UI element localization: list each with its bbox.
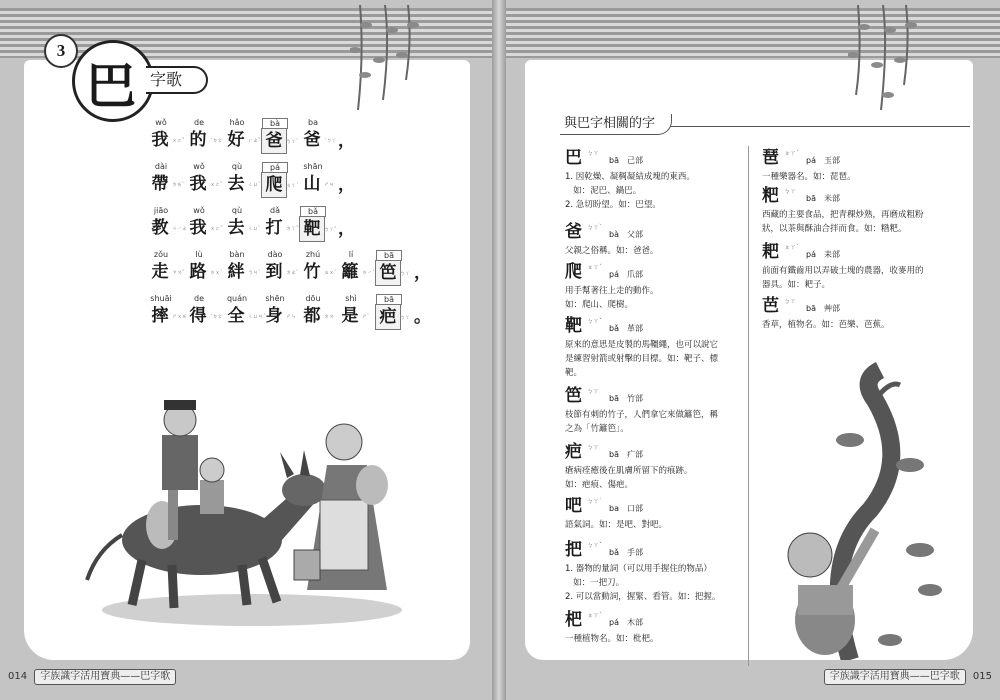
hanzi: 走 <box>151 262 169 282</box>
hanzi: 籬 <box>341 262 359 282</box>
zhuyin: ˙ㄉㄜ <box>210 313 223 320</box>
poem-char <box>224 250 262 284</box>
dictionary-entry <box>565 222 659 258</box>
pinyin: bā <box>376 294 402 305</box>
poem-char <box>338 294 376 328</box>
entry-definition: 枝節有刺的竹子，人們拿它來做籬笆，稱 之為「竹籬笆」。 <box>565 410 719 434</box>
hanzi: 我 <box>151 130 169 150</box>
poem-punctuation: ， <box>338 219 355 239</box>
pinyin: de <box>194 294 204 303</box>
entry-pinyin: bǎ <box>609 548 619 557</box>
entry-char: 疤 <box>565 442 582 462</box>
entry-pinyin: ba <box>609 504 619 513</box>
entry-radical: 手部 <box>627 548 643 557</box>
pinyin: bàn <box>229 250 245 259</box>
hanzi: 爸 <box>303 130 321 150</box>
zhuyin: ㄓㄨˊ <box>324 269 337 276</box>
zhuyin: ㄨㄛˇ <box>210 225 223 232</box>
entry-radical: 革部 <box>627 324 643 333</box>
entry-heading <box>762 186 924 208</box>
poem-char <box>186 162 224 196</box>
entry-definition: 父親之俗稱。如：爸爸。 <box>565 246 659 256</box>
poem-char <box>224 118 262 152</box>
entry-definition: 用手幫著往上走的動作。 如：爬山、爬樹。 <box>565 286 659 310</box>
entry-definition: 原來的意思是皮製的馬韁繩，也可以說它 是練習射箭或射擊的目標。如：靶子、標 靶。 <box>565 340 719 378</box>
hanzi: 靶 <box>300 217 324 241</box>
book-title-right: 字族識字活用寶典——巴字歌 <box>824 669 966 685</box>
entry-pinyin: bā <box>609 394 619 403</box>
entry-heading <box>565 316 718 338</box>
entry-radical: 父部 <box>627 230 643 239</box>
hanzi: 是 <box>341 306 359 326</box>
dictionary-entry <box>762 242 924 292</box>
entry-char: 巴 <box>565 148 582 168</box>
pinyin: lí <box>348 250 354 259</box>
dictionary-entry <box>565 496 667 532</box>
pinyin: shān <box>303 162 323 171</box>
zhuyin: ㄆㄚˊ <box>286 182 299 189</box>
entry-definition: 一種植物名。如：枇杷。 <box>565 634 659 644</box>
entry-heading <box>565 442 693 464</box>
pinyin: shēn <box>265 294 285 303</box>
pinyin: zǒu <box>153 250 169 259</box>
entry-definition: 1. 因乾燥、凝稠凝結成塊的東西。 如：泥巴、鍋巴。 2. 急切盼望。如：巴望。 <box>565 172 695 210</box>
entry-radical: 耒部 <box>824 250 840 259</box>
poem-char <box>186 118 224 152</box>
entry-heading <box>565 540 720 562</box>
poem-line <box>148 250 431 294</box>
book-title-left: 字族識字活用寶典——巴字歌 <box>34 669 176 685</box>
poem-char-highlighted <box>262 118 300 153</box>
entry-radical: 口部 <box>627 504 643 513</box>
section-rule <box>670 126 970 127</box>
entry-radical: 己部 <box>627 156 643 165</box>
column-divider <box>748 146 749 666</box>
pinyin: ba <box>308 118 318 127</box>
zhuyin: ㄅㄚˇ <box>324 226 337 233</box>
entry-pinyin: pá <box>609 618 619 627</box>
entry-heading <box>565 222 659 244</box>
poem-line <box>148 162 431 206</box>
entry-definition: 瘡病痊癒後在肌膚所留下的痕跡。 如：疤痕、傷疤。 <box>565 466 693 490</box>
pinyin: pá <box>262 162 288 173</box>
entry-heading <box>565 496 667 518</box>
poem-char-highlighted <box>262 162 300 197</box>
vine-decoration-right <box>848 5 918 115</box>
pinyin: shì <box>345 294 357 303</box>
poem-line <box>148 206 431 250</box>
hanzi: 竹 <box>303 262 321 282</box>
entry-char: 粑 <box>762 186 779 206</box>
poem-char <box>300 162 338 196</box>
hanzi: 我 <box>189 218 207 238</box>
poem-char <box>300 250 338 284</box>
pinyin: lù <box>195 250 203 259</box>
hanzi: 身 <box>265 306 283 326</box>
pinyin: wǒ <box>155 118 167 127</box>
poem-char <box>300 118 338 152</box>
pinyin: qù <box>231 162 243 171</box>
entry-zhuyin: ㄅㄚ <box>587 388 600 395</box>
hanzi: 摔 <box>151 306 169 326</box>
zhuyin: ˙ㄉㄜ <box>210 137 223 144</box>
zhuyin: ㄌㄧˊ <box>362 269 375 276</box>
entry-definition: 語氣詞。如：是吧、對吧。 <box>565 520 668 530</box>
hanzi: 帶 <box>151 174 169 194</box>
entry-char: 吧 <box>565 496 582 516</box>
zhuyin: ㄕㄨㄞ <box>172 313 188 320</box>
entry-heading <box>565 386 718 408</box>
hanzi: 爬 <box>262 173 286 197</box>
zhuyin: ㄨㄛˇ <box>172 137 185 144</box>
entry-definition: 一種樂器名。如：琵琶。 <box>762 172 856 182</box>
zhuyin: ㄑㄩˋ <box>248 225 261 232</box>
poem-char-highlighted <box>300 206 338 241</box>
pinyin: bà <box>262 118 288 129</box>
dictionary-entry <box>762 186 924 236</box>
hanzi: 都 <box>303 306 321 326</box>
dictionary-entry <box>565 316 718 380</box>
footer-left <box>4 668 176 686</box>
zhuyin: ㄅㄢˋ <box>248 269 261 276</box>
entry-heading <box>565 610 659 632</box>
zhuyin: ㄌㄨˋ <box>210 269 223 276</box>
entry-definition: 香草，植物名。如：芭樂、芭蕉。 <box>762 320 890 330</box>
poem-char <box>148 118 186 152</box>
hanzi: 笆 <box>376 261 400 285</box>
hanzi: 爸 <box>262 129 286 153</box>
zhuyin: ˙ㄅㄚ <box>324 137 337 144</box>
entry-pinyin: pá <box>806 156 816 165</box>
entry-zhuyin: ㄆㄚˊ <box>784 150 800 157</box>
poem-char <box>224 294 266 328</box>
entry-char: 琶 <box>762 148 779 168</box>
zhuyin: ㄉㄚˇ <box>286 225 299 232</box>
zhuyin: ㄅㄚ <box>400 270 411 277</box>
poem-char <box>224 206 262 240</box>
zhuyin: ㄕㄣ <box>286 313 297 320</box>
pinyin: wǒ <box>193 206 205 215</box>
pinyin: zhú <box>305 250 321 259</box>
hanzi: 的 <box>189 130 207 150</box>
pinyin: hǎo <box>229 118 245 127</box>
entry-zhuyin: ㄅㄚ <box>587 150 600 157</box>
hanzi: 疤 <box>376 305 400 329</box>
pinyin: jiāo <box>153 206 169 215</box>
zhuyin: ㄅㄚˋ <box>286 138 299 145</box>
entry-radical: 疒部 <box>627 450 643 459</box>
entry-definition: 前面有鐵齒用以弄破土塊的農器，收麥用的 器具。如：耙子。 <box>762 266 924 290</box>
entry-pinyin: pá <box>609 270 619 279</box>
hanzi: 山 <box>303 174 321 194</box>
entry-zhuyin: ㄆㄚˊ <box>587 612 603 619</box>
entry-heading <box>565 148 695 170</box>
dictionary-entry <box>565 386 718 436</box>
entry-char: 杷 <box>565 610 582 630</box>
hanzi: 去 <box>227 218 245 238</box>
entry-zhuyin: ㄆㄚˊ <box>587 264 603 271</box>
chapter-number: 3 <box>44 34 78 68</box>
pinyin: bā <box>376 250 402 261</box>
dictionary-entry <box>565 262 659 312</box>
book-gutter <box>492 0 506 700</box>
entry-zhuyin: ㄆㄚˊ <box>784 244 800 251</box>
dictionary-entry <box>762 296 890 332</box>
entry-zhuyin: ㄅㄚ <box>784 298 797 305</box>
entry-char: 耙 <box>762 242 779 262</box>
entry-radical: 米部 <box>824 194 840 203</box>
family-donkey-illustration <box>82 390 412 630</box>
page-number-right: 015 <box>972 671 992 682</box>
poem-char <box>148 206 186 240</box>
section-header <box>560 114 980 136</box>
entry-radical: 艸部 <box>824 304 840 313</box>
poem-char <box>262 206 300 240</box>
hanzi: 路 <box>189 262 207 282</box>
poem-punctuation: ， <box>338 131 355 151</box>
entry-zhuyin: ㄅㄚˇ <box>587 542 603 549</box>
pinyin: shuāi <box>150 294 172 303</box>
zhuyin: ㄅㄚ <box>400 314 411 321</box>
entry-pinyin: bà <box>609 230 619 239</box>
zhuyin: ㄕㄢ <box>324 181 335 188</box>
hanzi: 好 <box>227 130 245 150</box>
hanzi: 絆 <box>227 262 245 282</box>
hanzi: 教 <box>151 218 169 238</box>
zhuyin: ㄉㄞˋ <box>172 181 185 188</box>
dictionary-entry <box>565 610 659 646</box>
entry-pinyin: bā <box>806 304 816 313</box>
entry-pinyin: bǎ <box>609 324 619 333</box>
poem-char <box>262 250 300 284</box>
pinyin: dǎ <box>270 206 280 215</box>
poem-line <box>148 118 431 162</box>
poem-char-highlighted <box>376 294 414 329</box>
entry-heading <box>762 242 924 264</box>
poem-char <box>148 162 186 196</box>
entry-heading <box>762 148 856 170</box>
entry-heading <box>565 262 659 284</box>
dictionary-entry <box>565 442 693 492</box>
entry-heading <box>762 296 890 318</box>
hanzi: 我 <box>189 174 207 194</box>
pinyin: dōu <box>305 294 321 303</box>
dictionary-entry <box>762 148 856 184</box>
poem-punctuation: ， <box>414 263 431 283</box>
entry-char: 笆 <box>565 386 582 406</box>
pinyin: dào <box>267 250 283 259</box>
poem <box>148 118 431 338</box>
entry-zhuyin: ㄅㄚˇ <box>587 318 603 325</box>
entry-zhuyin: ㄅㄚ˙ <box>587 498 603 505</box>
zhuyin: ㄑㄩㄢˊ <box>248 313 266 320</box>
pinyin: quán <box>226 294 248 303</box>
zhuyin: ㄕˋ <box>362 313 370 320</box>
entry-pinyin: bā <box>609 156 619 165</box>
poem-char <box>186 206 224 240</box>
zhuyin: ㄐㄧㄠ <box>172 225 188 232</box>
pinyin: dài <box>154 162 168 171</box>
pinyin: de <box>194 118 204 127</box>
entry-pinyin: bā <box>609 450 619 459</box>
poem-char <box>148 294 186 328</box>
hanzi: 到 <box>265 262 283 282</box>
poem-char <box>338 250 376 284</box>
entry-char: 爸 <box>565 222 582 242</box>
poem-char <box>262 294 300 328</box>
poem-char <box>300 294 338 328</box>
entry-char: 爬 <box>565 262 582 282</box>
entry-radical: 木部 <box>627 618 643 627</box>
poem-char <box>186 294 224 328</box>
poem-line <box>148 294 431 338</box>
zhuyin: ㄏㄠˇ <box>248 137 261 144</box>
hanzi: 去 <box>227 174 245 194</box>
entry-char: 靶 <box>565 316 582 336</box>
pinyin: qù <box>231 206 243 215</box>
entry-pinyin: pá <box>806 250 816 259</box>
hanzi: 得 <box>189 306 207 326</box>
zhuyin: ㄑㄩˋ <box>248 181 261 188</box>
hanzi: 打 <box>265 218 283 238</box>
page-number-left: 014 <box>8 671 28 682</box>
entry-char: 芭 <box>762 296 779 316</box>
entry-radical: 竹部 <box>627 394 643 403</box>
entry-pinyin: bā <box>806 194 816 203</box>
poem-char <box>186 250 224 284</box>
zhuyin: ㄉㄠˋ <box>286 269 299 276</box>
poem-char-highlighted <box>376 250 414 285</box>
zhuyin: ㄉㄡ <box>324 313 335 320</box>
entry-radical: 玉部 <box>824 156 840 165</box>
entry-definition: 1. 器物的量詞（可以用手握住的物品） 如：一把刀。 2. 可以當動詞，握緊、看管。如：把握。 <box>565 564 721 602</box>
zhuyin: ㄨㄛˇ <box>210 181 223 188</box>
entry-zhuyin: ㄅㄚ <box>784 188 797 195</box>
dictionary-entry <box>565 148 695 212</box>
poem-char <box>148 250 186 284</box>
vine-decoration-left <box>350 5 420 115</box>
poem-punctuation: ， <box>338 175 355 195</box>
chapter-title: 字歌 <box>146 66 208 94</box>
poem-punctuation: 。 <box>414 307 431 327</box>
pinyin: wǒ <box>193 162 205 171</box>
section-title: 與巴字相關的字 <box>560 114 672 135</box>
entry-zhuyin: ㄅㄚ <box>587 444 600 451</box>
footer-right <box>824 668 996 686</box>
hanzi: 全 <box>227 306 245 326</box>
entry-char: 把 <box>565 540 582 560</box>
zhuyin: ㄗㄡˇ <box>172 269 185 276</box>
poem-char <box>224 162 262 196</box>
chapter-char: 巴 <box>86 56 136 115</box>
pinyin: bǎ <box>300 206 326 217</box>
boy-vine-illustration <box>780 360 955 660</box>
dictionary-entry <box>565 540 720 604</box>
entry-definition: 西藏的主要食品，把青稞炒熟，再磨成粗粉 狀，以茶與酥油合拌而食。如：糌粑。 <box>762 210 924 234</box>
entry-radical: 爪部 <box>627 270 643 279</box>
entry-zhuyin: ㄅㄚˋ <box>587 224 603 231</box>
